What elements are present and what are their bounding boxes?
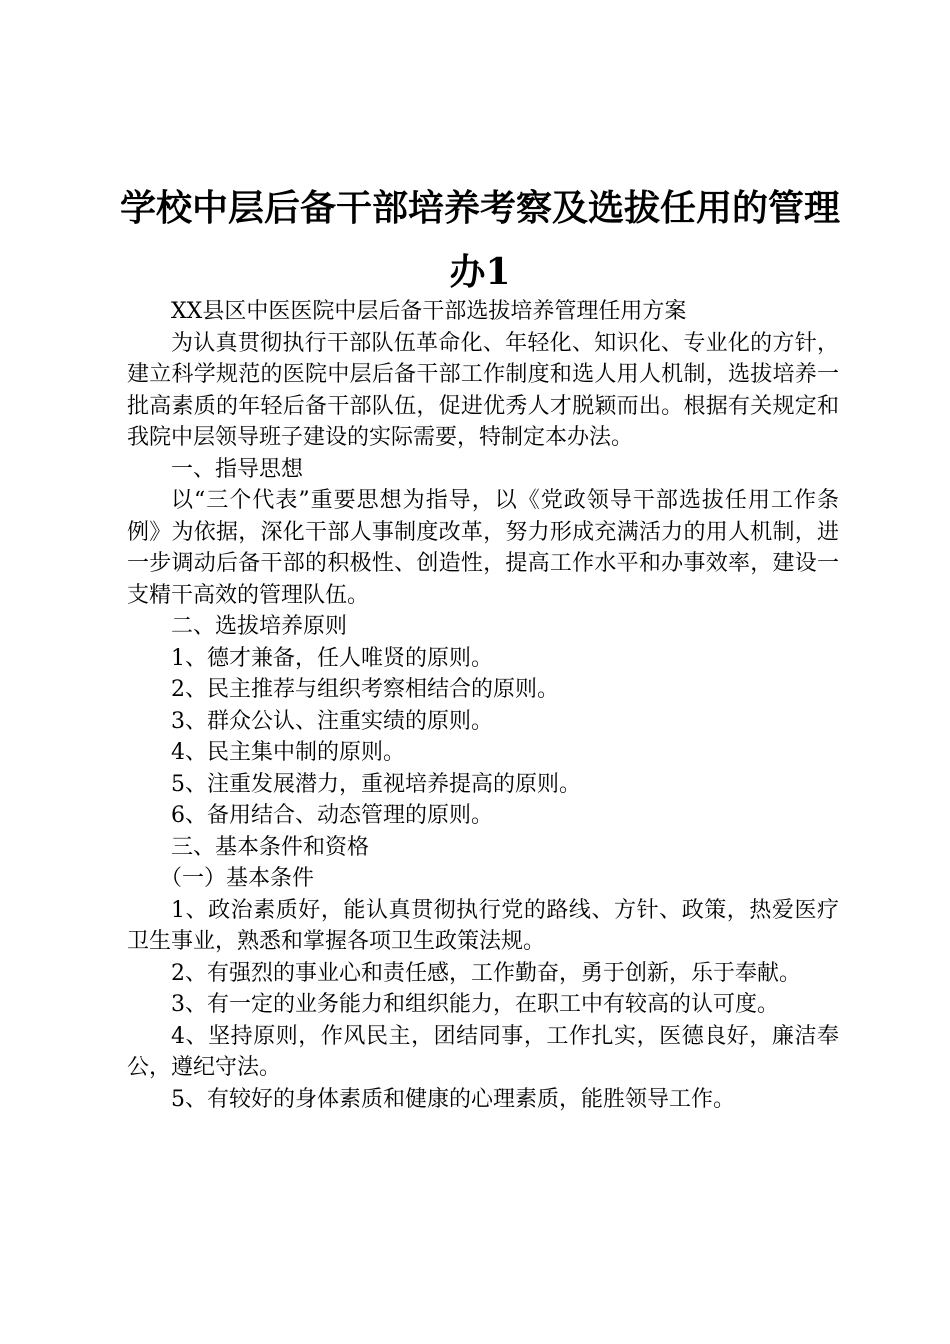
principle-item: 4、民主集中制的原则。 <box>171 740 405 765</box>
condition-item: 5、有较好的身体素质和健康的心理素质，能胜领导工作。 <box>171 1086 735 1112</box>
condition-item: 2、有强烈的事业心和责任感，工作勤奋，勇于创新，乐于奉献。 <box>171 960 801 986</box>
document-title-line2: 办1 <box>449 251 511 293</box>
document-title-line1: 学校中层后备干部培养考察及选拔任用的管理 <box>120 187 841 229</box>
principle-item: 2、民主推荐与组织考察相结合的原则。 <box>171 677 559 702</box>
principle-item: 1、德才兼备，任人唯贤的原则。 <box>171 645 493 671</box>
principle-item: 3、群众公认、注重实绩的原则。 <box>171 708 493 734</box>
section-heading-conditions: 三、基本条件和资格 <box>171 834 370 860</box>
subsection-heading-basic-conditions: （一）基本条件 <box>160 866 315 891</box>
section-heading-principles: 二、选拔培养原则 <box>171 614 348 639</box>
principle-item: 6、备用结合、动态管理的原则。 <box>171 803 493 828</box>
condition-item: 3、有一定的业务能力和组织能力，在职工中有较高的认可度。 <box>171 992 779 1017</box>
plan-heading: XX县区中医医院中层后备干部选拔培养管理任用方案 <box>171 299 687 324</box>
guiding-thought-paragraph: 以“三个代表”重要思想为指导，以《党政领导干部选拔任用工作条例》为依据，深化干部人事制度改革，努力形成充满活力的用人机制，进一步调动后备干部的积极性、创造性，提高工作水平和办事效率，建设一支精干高效的管理队伍。 <box>127 488 839 608</box>
document-body <box>127 296 839 1115</box>
section-heading-guiding-thought: 一、指导思想 <box>171 456 304 482</box>
principle-item: 5、注重发展潜力，重视培养提高的原则。 <box>171 771 581 797</box>
intro-paragraph: 为认真贯彻执行干部队伍革命化、年轻化、知识化、专业化的方针，建立科学规范的医院中层后备干部工作制度和选人用人机制，选拔培养一批高素质的年轻后备干部队伍，促进优秀人才脱颖而出。根据有关规定和我院中层领导班子建设的实际需要，特制定本办法。 <box>127 330 839 450</box>
condition-item: 1、政治素质好，能认真贯彻执行党的路线、方针、政策，热爱医疗卫生事业，熟悉和掌握各项卫生政策法规。 <box>127 897 839 954</box>
condition-item: 4、坚持原则，作风民主，团结同事，工作扎实，医德良好，廉洁奉公，遵纪守法。 <box>127 1023 839 1080</box>
